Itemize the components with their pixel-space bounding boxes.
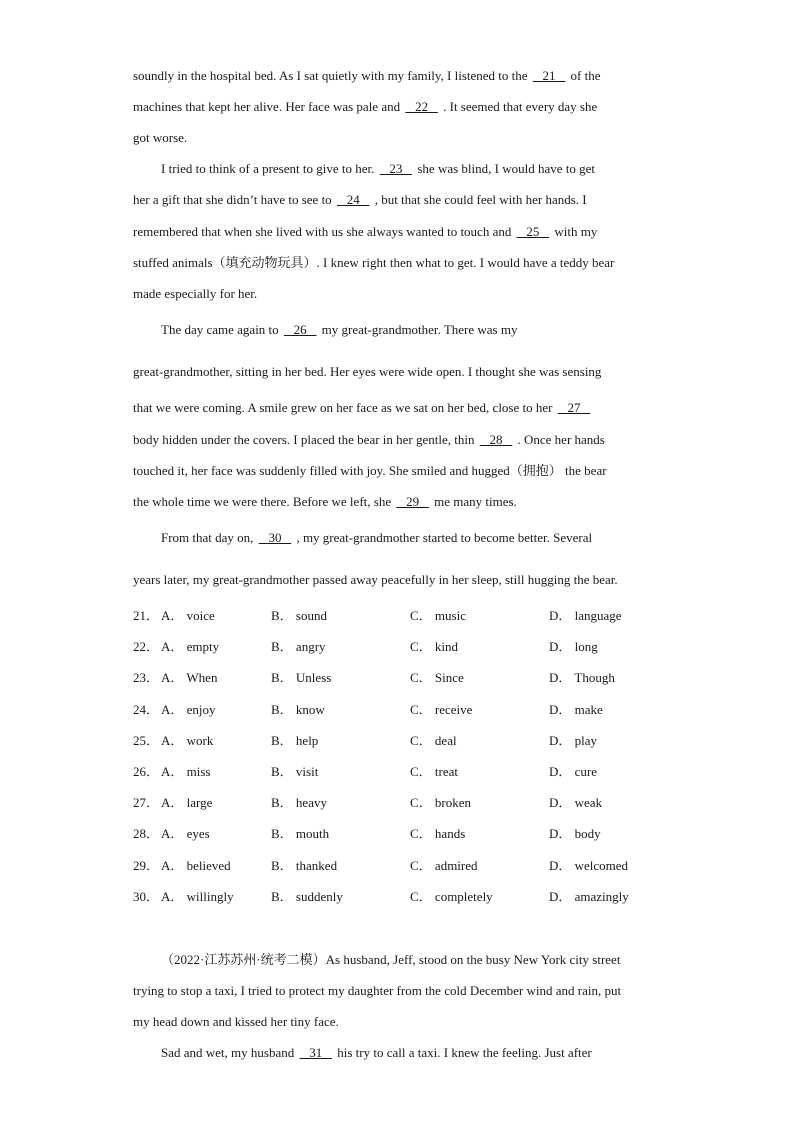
- text-line: [133, 400, 592, 416]
- option-a[interactable]: A． enjoy: [161, 701, 216, 717]
- question-number: 27．: [133, 795, 160, 811]
- answer-blank[interactable]: 26: [283, 322, 317, 337]
- option-c[interactable]: C． kind: [410, 639, 459, 655]
- option-c[interactable]: C． Since: [410, 670, 464, 686]
- text-line: [161, 322, 517, 338]
- text-run: the whole time we were there. Before we left, she: [133, 494, 395, 509]
- answer-blank[interactable]: 22: [405, 99, 438, 114]
- option-b[interactable]: B． help: [271, 732, 319, 748]
- text-line: [133, 99, 597, 115]
- text-line: [133, 68, 601, 84]
- option-a[interactable]: A． voice: [161, 608, 215, 623]
- question-number: 26．: [133, 764, 160, 779]
- text-run: touched it, her face was suddenly filled with joy. She smiled and hugged（拥抱） the bear: [133, 463, 607, 478]
- question-number: 30．: [133, 888, 160, 904]
- option-a[interactable]: A． eyes: [161, 826, 210, 842]
- option-a[interactable]: A． believed: [161, 857, 231, 873]
- answer-blank[interactable]: 29: [396, 494, 429, 509]
- option-c[interactable]: C． deal: [410, 732, 457, 748]
- text-run: my great-grandmother. There was my: [318, 322, 518, 337]
- option-d[interactable]: D． Though: [549, 670, 615, 686]
- option-c[interactable]: C． admired: [410, 857, 478, 873]
- question-row: [133, 795, 693, 811]
- option-d[interactable]: D． play: [549, 732, 598, 748]
- question-row: [133, 702, 693, 718]
- text-run: she was blind, I would have to get: [414, 161, 596, 176]
- answer-blank[interactable]: 30: [258, 530, 292, 545]
- text-line: [133, 463, 607, 479]
- question-number: 29．: [133, 857, 160, 873]
- text-line: [133, 1014, 339, 1030]
- option-c[interactable]: C． music: [410, 608, 466, 623]
- answer-blank[interactable]: 31: [299, 1045, 332, 1060]
- question-number: 24．: [133, 701, 160, 717]
- text-run: of the: [567, 68, 601, 83]
- text-run: years later, my great-grandmother passed away peacefully in her sleep, still hugging the bear.: [133, 572, 618, 587]
- text-run: my head down and kissed her tiny face.: [133, 1014, 339, 1029]
- text-run: great-grandmother, sitting in her bed. Her eyes were wide open. I thought she was sensing: [133, 364, 602, 379]
- answer-blank[interactable]: 25: [516, 224, 550, 239]
- text-run: . It seemed that every day she: [439, 99, 598, 114]
- text-run: Sad and wet, my husband: [161, 1045, 298, 1060]
- question-number: 23．: [133, 670, 160, 686]
- answer-blank[interactable]: 24: [336, 192, 370, 207]
- text-run: （2022·江苏苏州·统考二模）As husband, Jeff, stood on the busy New York city street: [161, 952, 621, 967]
- text-line: [133, 364, 601, 380]
- option-d[interactable]: D． weak: [549, 795, 603, 811]
- answer-blank[interactable]: 28: [479, 432, 513, 447]
- option-d[interactable]: D． make: [549, 701, 603, 717]
- text-line: [133, 192, 587, 208]
- option-a[interactable]: A． large: [161, 795, 213, 811]
- option-b[interactable]: B． angry: [271, 639, 326, 655]
- option-a[interactable]: A． empty: [161, 639, 220, 655]
- text-run: I tried to think of a present to give to her.: [161, 161, 378, 176]
- text-line: [133, 224, 597, 240]
- option-b[interactable]: B． visit: [271, 764, 319, 779]
- option-b[interactable]: B． heavy: [271, 795, 327, 811]
- text-run: From that day on,: [161, 530, 257, 545]
- text-line: [161, 1045, 592, 1061]
- text-line: [161, 161, 595, 177]
- text-run: The day came again to: [161, 322, 282, 337]
- question-row: [133, 608, 693, 624]
- text-run: me many times.: [430, 494, 517, 509]
- option-c[interactable]: C． completely: [410, 888, 493, 904]
- text-line: [133, 432, 605, 448]
- question-row: [133, 889, 693, 905]
- option-b[interactable]: B． know: [271, 701, 325, 717]
- question-number: 22．: [133, 639, 160, 655]
- text-line: [133, 983, 621, 999]
- answer-blank[interactable]: 21: [532, 68, 566, 83]
- option-d[interactable]: D． welcomed: [549, 857, 629, 873]
- question-number: 28．: [133, 826, 160, 842]
- option-d[interactable]: D． body: [549, 826, 601, 842]
- text-line: [161, 530, 592, 546]
- question-number: 21．: [133, 608, 160, 623]
- text-run: his try to call a taxi. I knew the feeling. Just after: [333, 1045, 592, 1060]
- question-row: [133, 639, 693, 655]
- option-a[interactable]: A． miss: [161, 764, 211, 779]
- text-run: . Once her hands: [514, 432, 605, 447]
- question-row: [133, 858, 693, 874]
- option-b[interactable]: B． thanked: [271, 857, 338, 873]
- text-run: made especially for her.: [133, 286, 258, 301]
- text-run: body hidden under the covers. I placed the bear in her gentle, thin: [133, 432, 478, 447]
- text-run: stuffed animals（填充动物玩具）. I knew right then what to get. I would have a teddy bear: [133, 255, 615, 270]
- option-d[interactable]: D． long: [549, 639, 598, 655]
- option-b[interactable]: B． Unless: [271, 670, 332, 686]
- option-c[interactable]: C． hands: [410, 826, 466, 842]
- option-d[interactable]: D． cure: [549, 764, 598, 779]
- text-line: [133, 494, 517, 510]
- text-run: with my: [551, 224, 598, 239]
- text-run: soundly in the hospital bed. As I sat quietly with my family, I listened to the: [133, 68, 531, 83]
- option-a[interactable]: A． willingly: [161, 888, 234, 904]
- text-line: [133, 286, 257, 302]
- answer-blank[interactable]: 23: [379, 161, 413, 176]
- question-number: 25．: [133, 732, 160, 748]
- text-run: remembered that when she lived with us she always wanted to touch and: [133, 224, 515, 239]
- option-c[interactable]: C． treat: [410, 764, 459, 779]
- option-a[interactable]: A． When: [161, 670, 218, 686]
- question-row: [133, 670, 693, 686]
- text-line: [133, 255, 614, 271]
- question-row: [133, 764, 693, 780]
- text-run: got worse.: [133, 130, 188, 145]
- text-line: [161, 952, 620, 968]
- text-line: [133, 572, 618, 588]
- text-run: , my great-grandmother started to become better. Several: [293, 530, 593, 545]
- question-row: [133, 826, 693, 842]
- question-row: [133, 733, 693, 749]
- option-d[interactable]: D． amazingly: [549, 888, 629, 904]
- option-c[interactable]: C． receive: [410, 701, 473, 717]
- text-run: machines that kept her alive. Her face was pale and: [133, 99, 404, 114]
- text-run: that we were coming. A smile grew on her face as we sat on her bed, close to her: [133, 400, 556, 415]
- option-a[interactable]: A． work: [161, 732, 214, 748]
- answer-blank[interactable]: 27: [557, 400, 591, 415]
- text-run: trying to stop a taxi, I tried to protect my daughter from the cold December wind and rain, put: [133, 983, 622, 998]
- text-run: her a gift that she didn’t have to see to: [133, 192, 335, 207]
- option-c[interactable]: C． broken: [410, 795, 472, 811]
- option-b[interactable]: B． sound: [271, 608, 327, 623]
- text-run: , but that she could feel with her hands. I: [371, 192, 587, 207]
- option-b[interactable]: B． suddenly: [271, 888, 343, 904]
- text-line: [133, 130, 187, 146]
- option-b[interactable]: B． mouth: [271, 826, 330, 842]
- option-d[interactable]: D． language: [549, 608, 622, 623]
